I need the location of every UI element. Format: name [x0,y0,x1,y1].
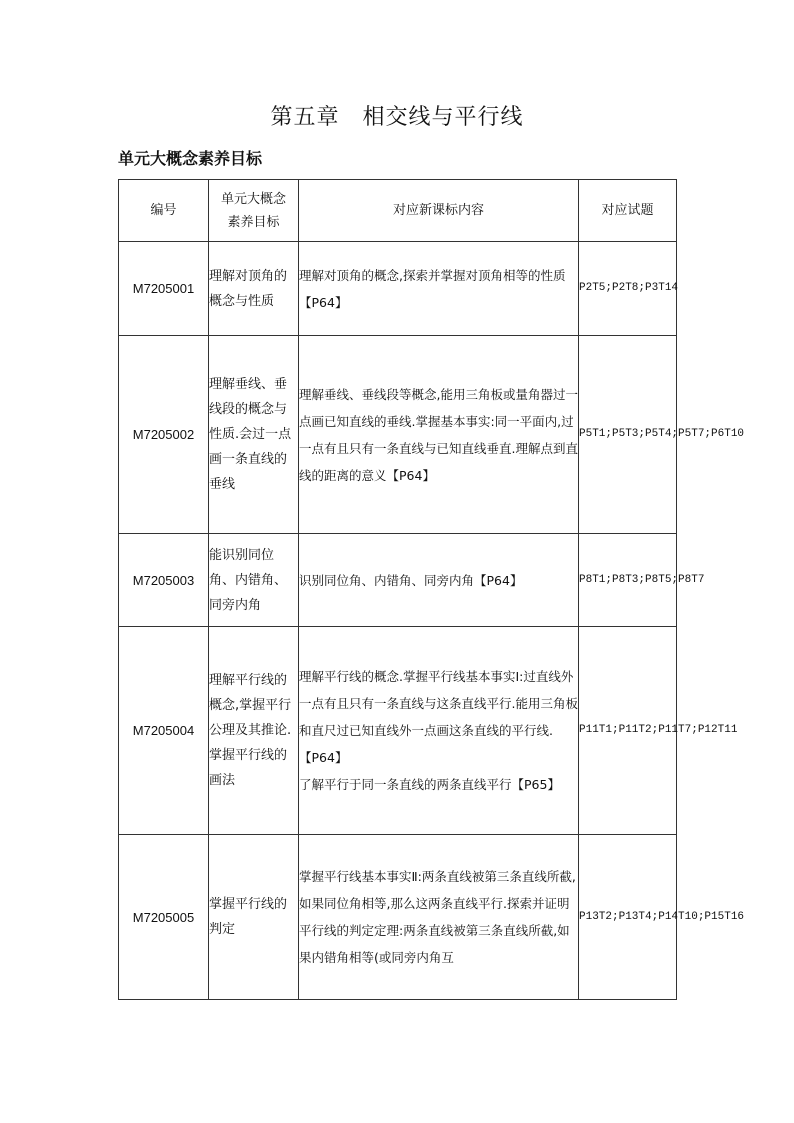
row-content [299,835,579,1000]
table-header-row [119,180,677,242]
table-row [119,534,677,627]
content-paragraph: 了解平行于同一条直线的两条直线平行【P65】 [299,777,560,792]
row-items: P8T1;P8T3;P8T5;P8T7 [579,534,677,627]
row-goal: 能识别同位角、内错角、同旁内角 [209,534,299,627]
row-id: M7205005 [119,835,209,1000]
content-paragraph: 理解平行线的概念.掌握平行线基本事实Ⅰ:过直线外一点有且只有一条直线与这条直线平行.能用三角板和直尺过已知直线外一点画这条直线的平行线.【P64】 [299,669,578,765]
row-content [299,627,579,835]
row-items: P2T5;P2T8;P3T14 [579,242,677,336]
header-goal [209,180,299,242]
row-goal: 理解垂线、垂线段的概念与性质.会过一点画一条直线的垂线 [209,336,299,534]
row-content [299,242,579,336]
table-row [119,835,677,1000]
chapter-title: 第五章 相交线与平行线 [270,105,524,130]
row-content [299,534,579,627]
row-items: P13T2;P13T4;P14T10;P15T16 [579,835,677,1000]
row-id: M7205004 [119,627,209,835]
row-id: M7205003 [119,534,209,627]
header-goal-line2: 素养目标 [227,214,280,230]
literacy-goals-table [118,179,745,1000]
row-goal: 理解对顶角的概念与性质 [209,242,299,336]
row-id: M7205002 [119,336,209,534]
row-goal: 掌握平行线的判定 [209,835,299,1000]
header-content: 对应新课标内容 [299,180,579,242]
row-items: P5T1;P5T3;P5T4;P5T7;P6T10 [579,336,677,534]
content-paragraph: 理解对顶角的概念,探索并掌握对顶角相等的性质【P64】 [299,267,566,310]
table-row [119,242,677,336]
row-content [299,336,579,534]
header-goal-line1: 单元大概念 [220,191,286,207]
row-goal: 理解平行线的概念,掌握平行公理及其推论.掌握平行线的画法 [209,627,299,835]
section-heading: 单元大概念素养目标 [118,149,263,168]
content-paragraph: 理解垂线、垂线段等概念,能用三角板或量角器过一点画已知直线的垂线.掌握基本事实:同一平面内,过一点有且只有一条直线与已知直线垂直.理解点到直线的距离的意义【P64】 [299,386,578,483]
row-id: M7205001 [119,242,209,336]
row-items: P11T1;P11T2;P11T7;P12T11 [579,627,677,835]
content-paragraph: 识别同位角、内错角、同旁内角【P64】 [299,572,523,588]
header-items: 对应试题 [579,180,677,242]
content-paragraph: 掌握平行线基本事实Ⅱ:两条直线被第三条直线所截,如果同位角相等,那么这两条直线平行.探索并证明平行线的判定定理:两条直线被第三条直线所截,如果内错角相等(或同旁内角互 [299,869,576,965]
table-row [119,336,677,534]
table-row [119,627,677,835]
header-id: 编号 [119,180,209,242]
